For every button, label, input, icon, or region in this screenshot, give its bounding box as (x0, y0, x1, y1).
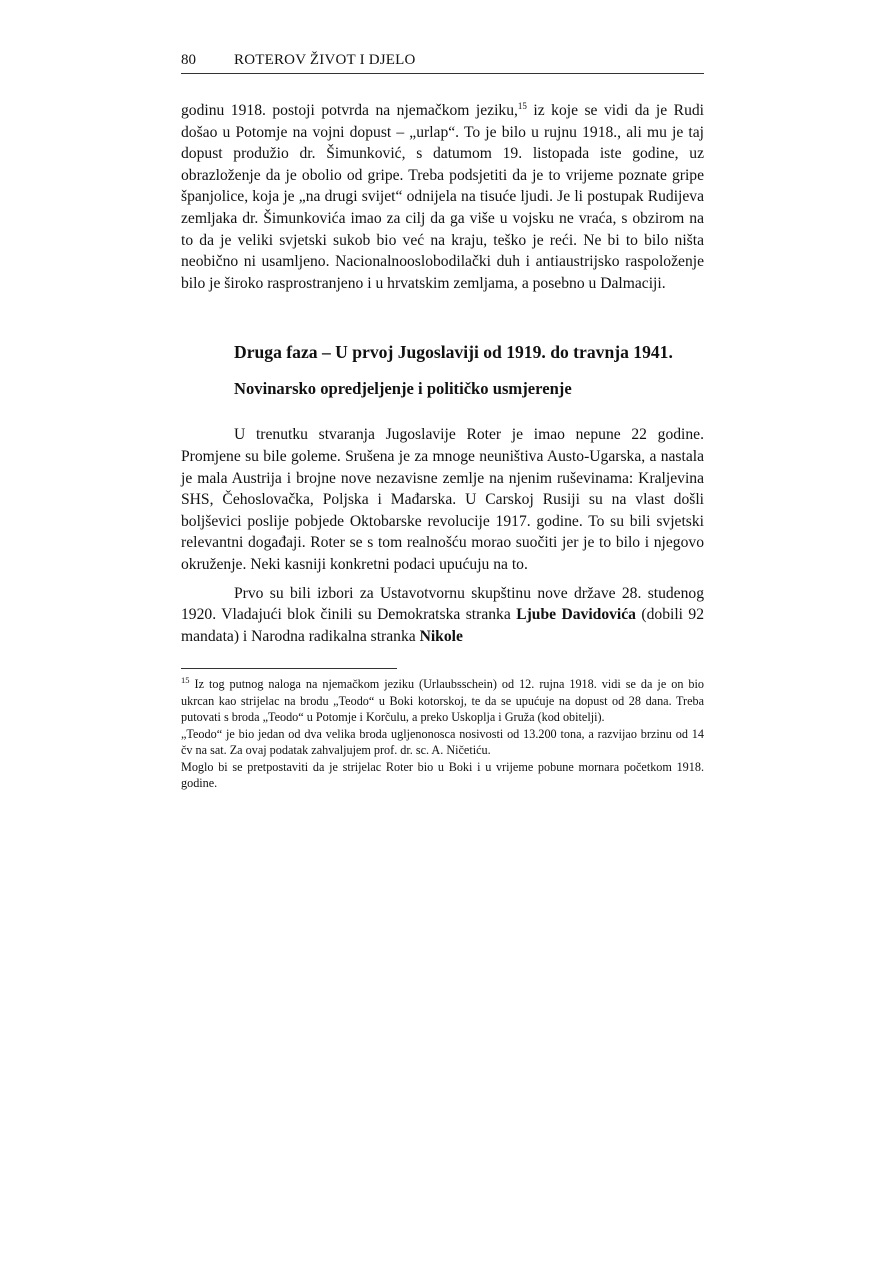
paragraph-2: U trenutku stvaranja Jugoslavije Roter je imao nepune 22 godine. Promjene su bile goleme. Srušena je za mnoge neuništiva Austo-Ugarska, a nastala je mala Austrija i brojne nove nezavisne zemlje na njenim ruševinama: Kraljevina SHS, Čehoslovačka, Poljska i Mađarska. U Carskoj Rusiji su na vlast došli boljševici poslije pobjede Oktobarske revolucije 1917. godine. To su bili svjetski relevantni događaji. Roter se s tom realnošću morao suočiti jer je to bilo i njegovo okruženje. Neki kasniji konkretni podaci upućuju na to. (181, 426, 704, 573)
footnote-text: Iz tog putnog naloga na njemačkom jeziku (Urlaubsschein) od 12. rujna 1918. vidi se da je on bio ukrcan kao strijelac na brodu „Teodo“ u Boki kotorskoj, te da se upućuje na dopust od 28 dana. Treba putovati s broda „Teodo“ u Potomje i Korčulu, a preko Uskoplja i Gruža (kod obitelji). (181, 677, 704, 725)
footnote-continuation-boka: Moglo bi se pretpostaviti da je strijelac Roter bio u Boki i u vrijeme pobune mornara početkom 1918. godine. (181, 759, 704, 791)
running-title: ROTEROV ŽIVOT I DJELO (234, 52, 416, 68)
footnote-marker: 15 (181, 675, 190, 686)
page-number: 80 (181, 52, 196, 68)
book-page (181, 52, 704, 792)
subsection-heading: Novinarsko opredjeljenje i političko usmjerenje (234, 379, 572, 399)
paragraph-3-text-b: (dobili 92 mandata) i Narodna radikalna stranka (181, 606, 705, 645)
footnote-15 (181, 676, 704, 726)
footnote-continuation-teodo: „Teodo“ je bio jedan od dva velika broda ugljenonosca nosivosti od 13.200 tona, a razvijao brzinu od 14 čv na sat. Za ovaj podatak zahvaljujem prof. dr. sc. A. Ničetiću. (181, 726, 704, 758)
running-header (181, 52, 704, 74)
paragraph-1-text-a: godinu 1918. postoji potvrda na njemačkom jeziku, (181, 102, 518, 119)
paragraph-3-text-a: Prvo su bili izbori za Ustavotvornu skupštinu nove države 28. studenog 1920. Vladajući blok činili su Demokratska stranka (181, 584, 704, 624)
footnote-reference-15[interactable]: 15 (517, 100, 527, 111)
paragraph-3 (181, 583, 704, 648)
paragraph-1 (181, 100, 704, 294)
section-heading: Druga faza – U prvoj Jugoslaviji od 1919. do travnja 1941. (234, 342, 673, 363)
footnote-separator (181, 668, 397, 669)
person-name-davidovic: Ljube Davidovića (516, 606, 636, 624)
footnotes (181, 676, 704, 792)
paragraph-1-text-b: iz koje se vidi da je Rudi došao u Potomje na vojni dopust – „urlap“. To je bilo u rujnu 1918., ali mu je taj dopust produžio dr. Šimunković, s datumom 19. listopada iste godine, uz obrazloženje da je obolio od gripe. Treba podsjetiti da je to vrijeme poznate gripe španjolice, koja je „na drugi svijet“ odnijela na tisuće ljudi. Je li postupak Rudijeva zemljaka dr. Šimunkovića imao za cilj da ga više u vojsku ne vraća, s obzirom na to da je veliki svjetski sukob bio već na kraju, teško je reći. Ne bi to bilo ništa neobično ni usamljeno. Nacionalnooslobodilački duh i antiaustrijsko raspoloženje bilo je široko rasprostranjeno i u hrvatskim zemljama, a posebno u Dalmaciji. (181, 102, 704, 292)
person-name-nikole: Nikole (419, 627, 463, 645)
